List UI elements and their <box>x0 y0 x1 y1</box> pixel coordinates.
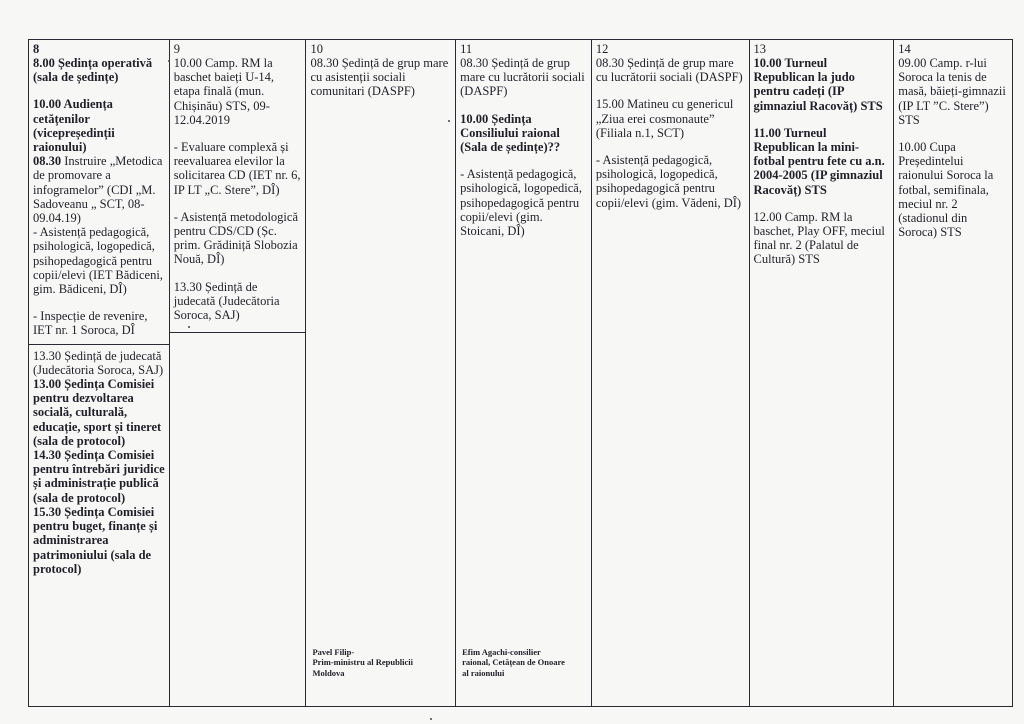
day-column-10 <box>306 40 456 706</box>
event-text: 08.30 Ședință de grup mare cu lucrătorii sociali (DASPF) <box>460 56 588 99</box>
day-number: 8 <box>33 42 40 56</box>
day-column-11 <box>456 40 592 706</box>
event-text: 09.00 Camp. r-lui Soroca la tenis de masă, băieți-gimnazii (IP LT ”C. Stere”) STS <box>898 56 1009 127</box>
event-text: 08.30 Ședință de grup mare cu lucrătorii sociali (DASPF) <box>595 56 743 85</box>
event-time: 08.30 <box>33 154 62 169</box>
event-text: - Evaluare complexă și reevaluarea elevilor la solicitarea CD (IET nr. 6, IP LT „C. Stere”, DÎ) <box>173 140 304 197</box>
event-text: 10.00 Cupa Președintelui raionului Soroca la fotbal, semifinala, meciul nr. 2 (stadionul din Soroca) STS <box>898 140 997 240</box>
day-column-13 <box>750 40 895 706</box>
birthday-note: Pavel Filip- Prim-ministru al Republicii Moldova <box>312 646 414 678</box>
row-divider <box>29 344 169 345</box>
day-number: 10 <box>310 42 323 56</box>
schedule-table <box>28 39 1013 707</box>
day-number: 12 <box>595 42 609 56</box>
scan-speck <box>430 718 432 720</box>
day-column-12 <box>592 40 750 706</box>
event-text: 10.00 Turneul Republican la judo pentru cadeți (IP gimnaziul Racovăț) STS <box>753 56 883 113</box>
day-number: 9 <box>173 42 180 56</box>
day-column-9 <box>170 40 307 706</box>
event-text: - Asistență pedagogică, psihologică, logopedică, psihopedagogică pentru copii/elevi (gim. Stoicani, DÎ) <box>460 167 586 239</box>
day-number: 14 <box>898 42 911 56</box>
event-text: - Asistență pedagogică, psihologică, logopedică, psihopedagogică pentru copii/elevi (gim. Vădeni, DÎ) <box>595 153 742 210</box>
event-text: 15.30 Ședința Comisiei pentru buget, finanțe și administrarea patrimoniului (sala de protocol) <box>33 504 161 576</box>
event-text: 08.30 Ședință de grup mare cu asistenții sociali comunitari (DASPF) <box>310 56 452 99</box>
event-body: Instruire „Metodica de promovare a infogramelor” (CDI „M. Sadoveanu „ SCT, 08-09.04.19) <box>33 154 166 226</box>
scan-speck <box>188 326 190 328</box>
event-text: 10.00 Ședința Consiliului raional (Sala de ședințe)?? <box>460 111 563 155</box>
event-text: 13.00 Ședința Comisiei pentru dezvoltarea socială, culturală, educație, sport și tineret (sala de protocol) <box>33 377 165 448</box>
event-text <box>33 154 165 225</box>
event-text: 10.00 Camp. RM la baschet baieți U-14, etapa finală (mun. Chișinău) STS, 09-12.04.2019 <box>173 56 278 127</box>
day-column-8 <box>29 40 170 706</box>
event-text: 14.30 Ședința Comisiei pentru întrebări juridice și administrație publică (sala de protocol) <box>33 448 168 505</box>
scan-speck <box>168 60 170 62</box>
day-number: 11 <box>460 42 473 56</box>
event-text: 11.00 Turneul Republican la mini-fotbal pentru fete cu a.n. 2004-2005 (IP gimnaziul Racovăț) STS <box>753 125 888 197</box>
birthday-note: Efim Agachi-consilier raional, Cetățean de Onoare al raionului <box>462 646 565 678</box>
row-divider <box>170 332 306 333</box>
event-text: 8.00 Ședința operativă (sala de ședințe) <box>33 56 156 85</box>
event-text: 10.00 Audiența cetățenilor (vicepreședinții raionului) <box>33 97 118 155</box>
event-text: - Asistență metodologică pentru CDS/CD (Șc. prim. Grădiniță Slobozia Nouă, DÎ) <box>173 209 302 267</box>
event-text: 15.00 Matineu cu genericul „Ziua erei cosmonaute” (Filiala n.1, SCT) <box>595 97 737 140</box>
scan-speck <box>448 120 450 122</box>
event-text: 12.00 Camp. RM la baschet, Play OFF, meciul final nr. 2 (Palatul de Cultură) STS <box>753 209 888 267</box>
event-text: 13.30 Ședință de judecată (Judecătoria Soroca, SAJ) <box>33 348 165 377</box>
event-text: 13.30 Ședință de judecată (Judecătoria Soroca, SAJ) <box>173 279 283 323</box>
event-text: - Inspecție de revenire, IET nr. 1 Soroca, DÎ <box>33 309 151 338</box>
event-text: - Asistență pedagogică, psihologică, logopedică, psihopedagogică pentru copii/elevi (IET Bădiceni, gim. Bădiceni, DÎ) <box>33 225 167 297</box>
day-number: 13 <box>753 42 767 56</box>
day-column-14 <box>894 40 1012 706</box>
